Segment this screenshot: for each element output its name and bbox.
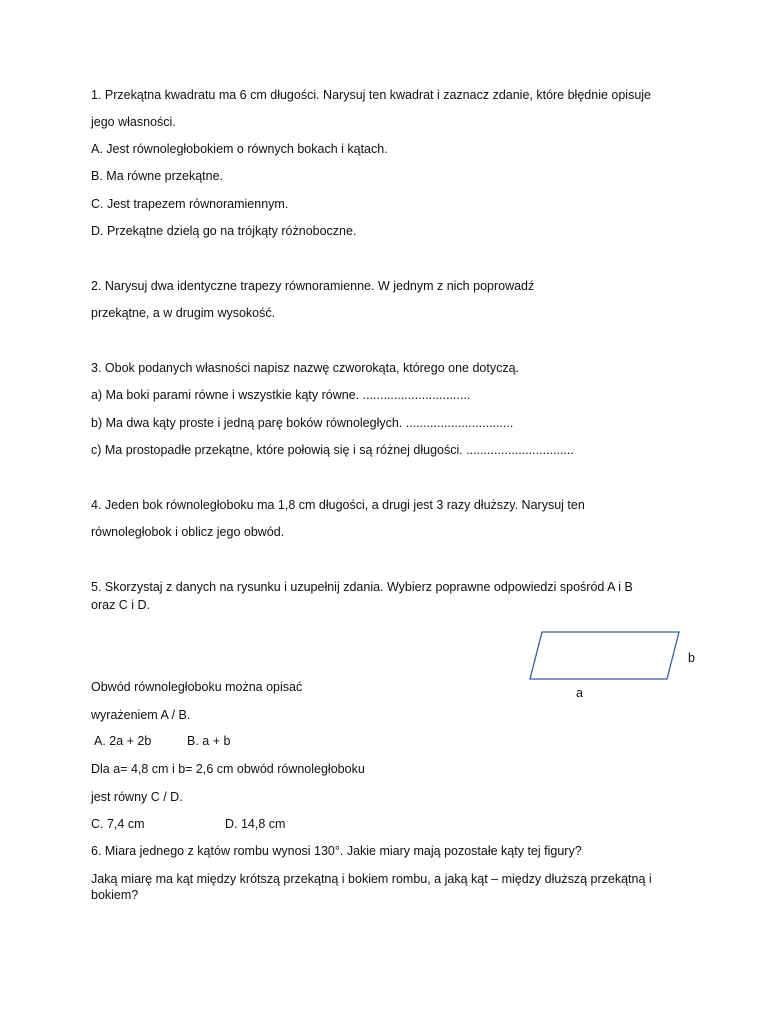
q5-sentence2-line1: Dla a= 4,8 cm i b= 2,6 cm obwód równoległoboku xyxy=(91,762,365,776)
q5-text-line2: oraz C i D. xyxy=(91,598,151,612)
q5-option-c: C. 7,4 cm xyxy=(91,817,145,831)
q1-option-b: B. Ma równe przekątne. xyxy=(91,169,224,183)
q1-option-a: A. Jest równoległobokiem o równych bokach i kątach. xyxy=(91,142,388,156)
q5-text-line1: 5. Skorzystaj z danych na rysunku i uzupełnij zdania. Wybierz poprawne odpowiedzi spośród A i B xyxy=(91,580,633,594)
q6-text-line2: Jaką miarę ma kąt między krótszą przekątną i bokiem rombu, a jaką kąt – między dłuższą przekątną i bokiem? xyxy=(91,872,652,902)
q1-text-line1: 1. Przekątna kwadratu ma 6 cm długości. Narysuj ten kwadrat i zaznacz zdanie, które błędnie opisuje xyxy=(91,88,652,102)
side-b-label: b xyxy=(688,651,695,665)
side-a-label: a xyxy=(576,686,583,700)
q4-text-line2: równoległobok i oblicz jego obwód. xyxy=(91,525,285,539)
q4-text-line1: 4. Jeden bok równoległoboku ma 1,8 cm długości, a drugi jest 3 razy dłuższy. Narysuj ten xyxy=(91,498,585,512)
parallelogram-shape xyxy=(530,632,679,679)
q2-text-line2: przekątne, a w drugim wysokość. xyxy=(91,306,276,320)
q3-item-c: c) Ma prostopadłe przekątne, które połowią się i są różnej długości. ............................... xyxy=(91,443,574,457)
q6-text-line1: 6. Miara jednego z kątów rombu wynosi 130°. Jakie miary mają pozostałe kąty tej figury? xyxy=(91,844,582,858)
q5-option-d: D. 14,8 cm xyxy=(225,817,286,831)
q2-text-line1: 2. Narysuj dwa identyczne trapezy równoramienne. W jednym z nich poprowadź xyxy=(91,279,535,293)
q5-sentence1-line1: Obwód równoległoboku można opisać xyxy=(91,680,303,694)
q5-sentence2-line2: jest równy C / D. xyxy=(91,790,183,804)
q1-option-c: C. Jest trapezem równoramiennym. xyxy=(91,197,289,211)
q3-item-a: a) Ma boki parami równe i wszystkie kąty równe. ............................... xyxy=(91,388,471,402)
q3-text-line1: 3. Obok podanych własności napisz nazwę czworokąta, którego one dotyczą. xyxy=(91,361,520,375)
q1-option-d: D. Przekątne dzielą go na trójkąty różnoboczne. xyxy=(91,224,357,238)
q5-option-a: A. 2a + 2b xyxy=(94,734,152,748)
q3-item-b: b) Ma dwa kąty proste i jedną parę boków równoległych. ............................... xyxy=(91,416,514,430)
q1-text-line2: jego własności. xyxy=(91,115,176,129)
q5-option-b: B. a + b xyxy=(187,734,231,748)
q5-sentence1-line2: wyrażeniem A / B. xyxy=(91,708,191,722)
